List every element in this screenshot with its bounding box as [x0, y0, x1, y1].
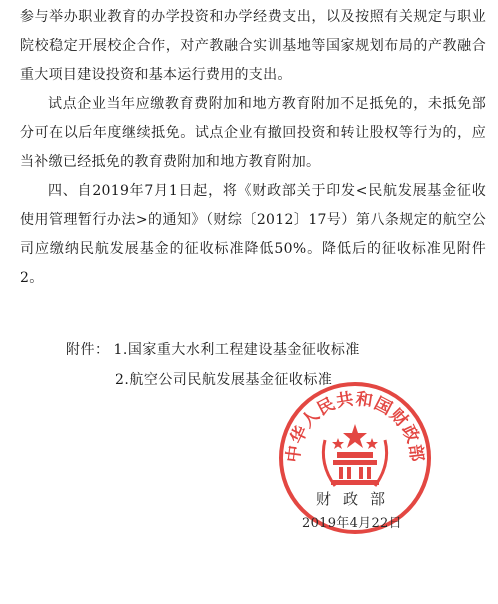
attachment-line-1	[66, 340, 360, 360]
body-paragraph-2: 试点企业当年应缴教育费附加和地方教育附加不足抵免的，未抵免部分可在以后年度继续抵免。试点企业有撤回投资和转让股权等行为的，应当补缴已经抵免的教育费附加和地方教育附加。	[20, 96, 486, 170]
body-paragraph-1: 参与举办职业教育的办学投资和办学经费支出，以及按照有关规定与职业院校稳定开展校企合作，对产教融合实训基地等国家规划布局的产教融合重大项目建设投资和基本运行费用的支出。	[20, 9, 486, 83]
attachment-item-2: 2.航空公司民航发展基金征收标准	[115, 372, 333, 388]
body-paragraph-3: 四、自2019年7月1日起，将《财政部关于印发<民航发展基金征收使用管理暂行办法>的通知》（财综〔2012〕17号）第八条规定的航空公司应缴纳民航发展基金的征收标准降低50%。降低后的征收标准见附件2。	[20, 183, 486, 286]
attachment-item-1: 1.国家重大水利工程建设基金征收标准	[113, 342, 360, 358]
national-emblem-icon	[323, 424, 386, 486]
svg-text:中华人民共和国财政部: 中华人民共和国财政部	[283, 389, 427, 464]
signature-organization: 财政部	[316, 490, 398, 508]
signature-date: 2019年4月22日	[302, 516, 402, 531]
attachment-label: 附件：	[66, 342, 110, 358]
